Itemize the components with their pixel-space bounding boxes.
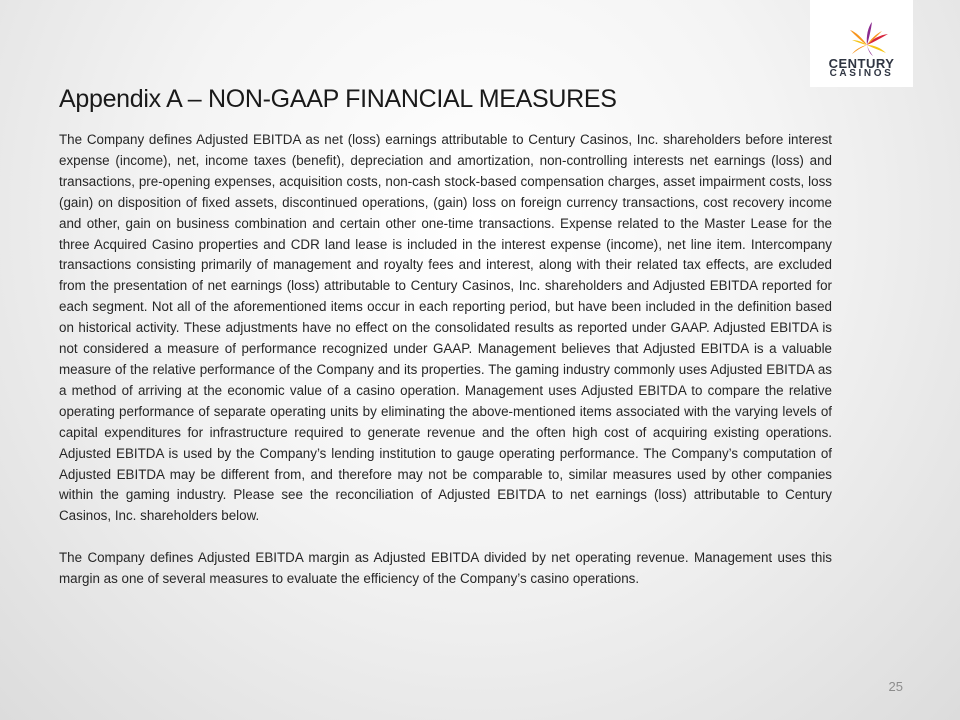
paragraph-adjusted-ebitda-definition: The Company defines Adjusted EBITDA as net (loss) earnings attributable to Century Casinos, Inc. shareholders before interest expense (income), net, income taxes (benefit), depreciation and amortization, non-controlling interests net earnings (loss) and transactions, pre-opening expenses, acquisition costs, non-cash stock-based compensation charges, asset impairment costs, loss (gain) on disposition of fixed assets, discontinued operations, (gain) loss on foreign currency transactions, cost recovery income and other, gain on business combination and certain other one-time transactions. Expense related to the Master Lease for the three Acquired Casino properties and CDR land lease is included in the interest expense (income), net line item. Intercompany transactions consisting primarily of management and royalty fees and interest, along with their related tax effects, are excluded from the presentation of net earnings (loss) attributable to Century Casinos, Inc. shareholders and Adjusted EBITDA reported for each segment. Not all of the aforementioned items occur in each reporting period, but have been included in the definition based on historical activity. These adjustments have no effect on the consolidated results as reported under GAAP. Adjusted EBITDA is not considered a measure of performance recognized under GAAP. Management believes that Adjusted EBITDA is a valuable measure of the relative performance of the Company and its properties. The gaming industry commonly uses Adjusted EBITDA as a method of arriving at the economic value of a casino operation. Management uses Adjusted EBITDA to compare the relative operating performance of separate operating units by eliminating the above-mentioned items associated with the varying levels of capital expenditures for infrastructure required to generate revenue and the often high cost of acquiring existing operations. Adjusted EBITDA is used by the Company’s lending institution to gauge operating performance. The Company’s computation of Adjusted EBITDA may be different from, and therefore may not be comparable to, similar measures used by other companies within the gaming industry. Please see the reconciliation of Adjusted EBITDA to net earnings (loss) attributable to Century Casinos, Inc. shareholders below.: [59, 132, 832, 524]
page-number: 25: [888, 679, 903, 694]
slide-title: Appendix A – NON-GAAP FINANCIAL MEASURES: [59, 85, 617, 113]
body-text: [59, 130, 832, 590]
logo-wordmark-casinos: CASINOS: [829, 68, 894, 79]
paragraph-adjusted-ebitda-margin-definition: The Company defines Adjusted EBITDA margin as Adjusted EBITDA divided by net operating revenue. Management uses this margin as one of several measures to evaluate the efficiency of the Company’s casino operations.: [59, 550, 832, 587]
century-casinos-logo: [810, 0, 913, 87]
logo-wordmark-century: CENTURY: [828, 56, 895, 71]
